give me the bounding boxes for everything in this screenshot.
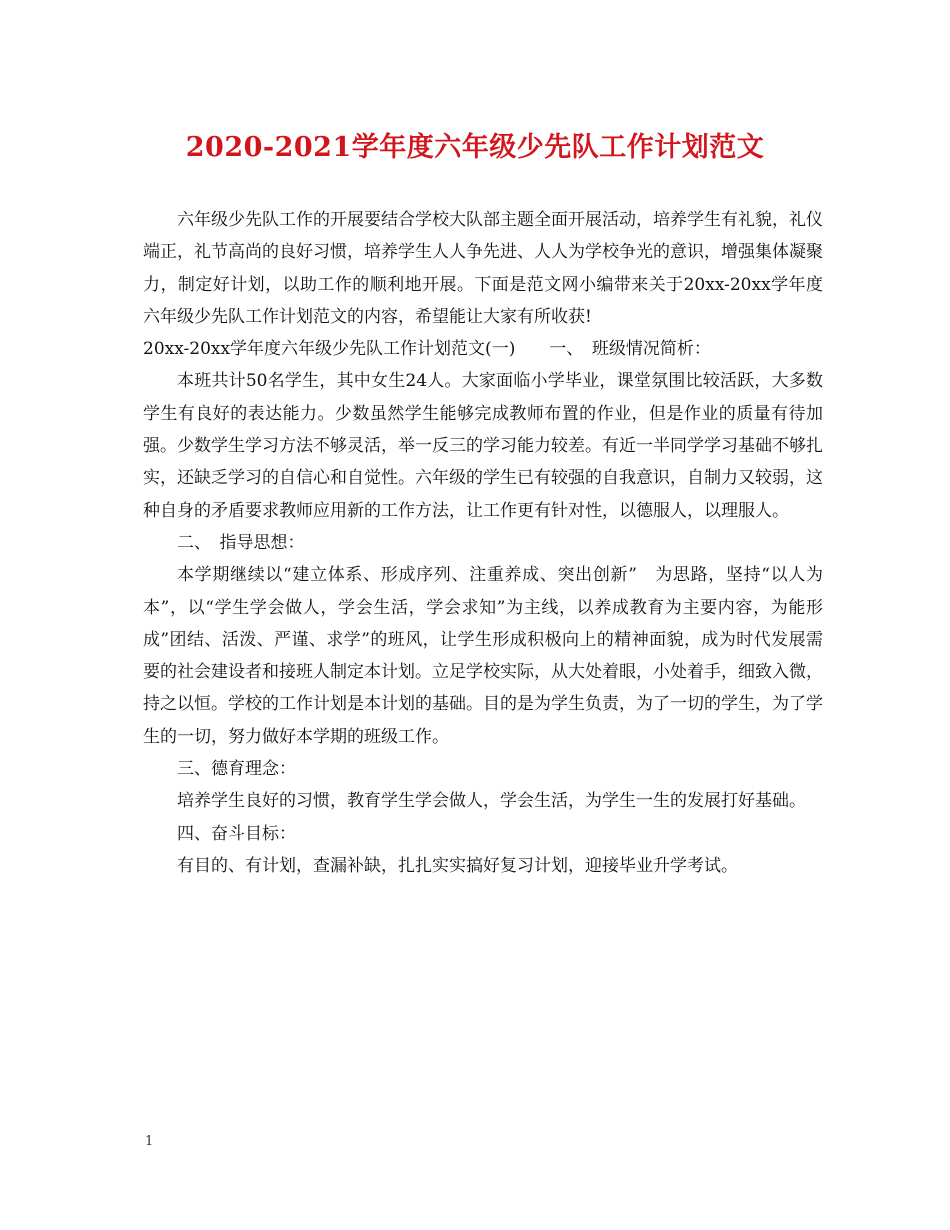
section3-heading: 三、德育理念： <box>177 759 296 780</box>
section2-body: 本学期继续以“建立体系、形成序列、注重养成、突出创新” 为思路，坚持“以人为本”，以“学生学会做人，学会生活，学会求知”为主线，以养成教育为主要内容，为能形成”团结、活泼、严谨、求学”的班风，让学生形成积极向上的精神面貌，成为时代发展需要的社会建设者和接班人制定本计划。立足学校实际，从大处着眼，小处着手，细致入微，持之以恒。学校的工作计划是本计划的基础。目的是为学生负责，为了一切的学生，为了学生的一切，努力做好本学期的班级工作。 <box>143 565 823 747</box>
document-title: 2020-2021学年度六年级少先队工作计划范文 <box>185 132 765 163</box>
section3-body: 培养学生良好的习惯，教育学生学会做人，学会生活，为学生一生的发展打好基础。 <box>177 791 806 812</box>
subtitle-line: 20xx-20xx学年度六年级少先队工作计划范文(一) 一、 班级情况简析： <box>143 339 711 360</box>
document-body <box>143 204 823 882</box>
section1-body: 本班共计50名学生，其中女生24人。大家面临小学毕业，课堂氛围比较活跃，大多数学生有良好的表达能力。少数虽然学生能够完成教师布置的作业，但是作业的质量有待加强。少数学生学习方法不够灵活，举一反三的学习能力较差。有近一半同学学习基础不够扎实，还缺乏学习的自信心和自觉性。六年级的学生已有较强的自我意识，自制力又较弱，这种自身的矛盾要求教师应用新的工作方法，让工作更有针对性，以德服人，以理服人。 <box>143 371 823 521</box>
section4-body: 有目的、有计划，查漏补缺，扎扎实实搞好复习计划，迎接毕业升学考试。 <box>177 855 738 876</box>
intro-paragraph: 六年级少先队工作的开展要结合学校大队部主题全面开展活动，培养学生有礼貌，礼仪端正，礼节高尚的良好习惯，培养学生人人争先进、人人为学校争光的意识，增强集体凝聚力，制定好计划，以助工作的顺利地开展。下面是范文网小编带来关于20xx-20xx学年度六年级少先队工作计划范文的内容，希望能让大家有所收获! <box>143 210 823 327</box>
section2-heading: 二、 指导思想： <box>177 532 305 553</box>
page-number: 1 <box>145 1134 154 1149</box>
section4-heading: 四、奋斗目标： <box>177 823 296 844</box>
